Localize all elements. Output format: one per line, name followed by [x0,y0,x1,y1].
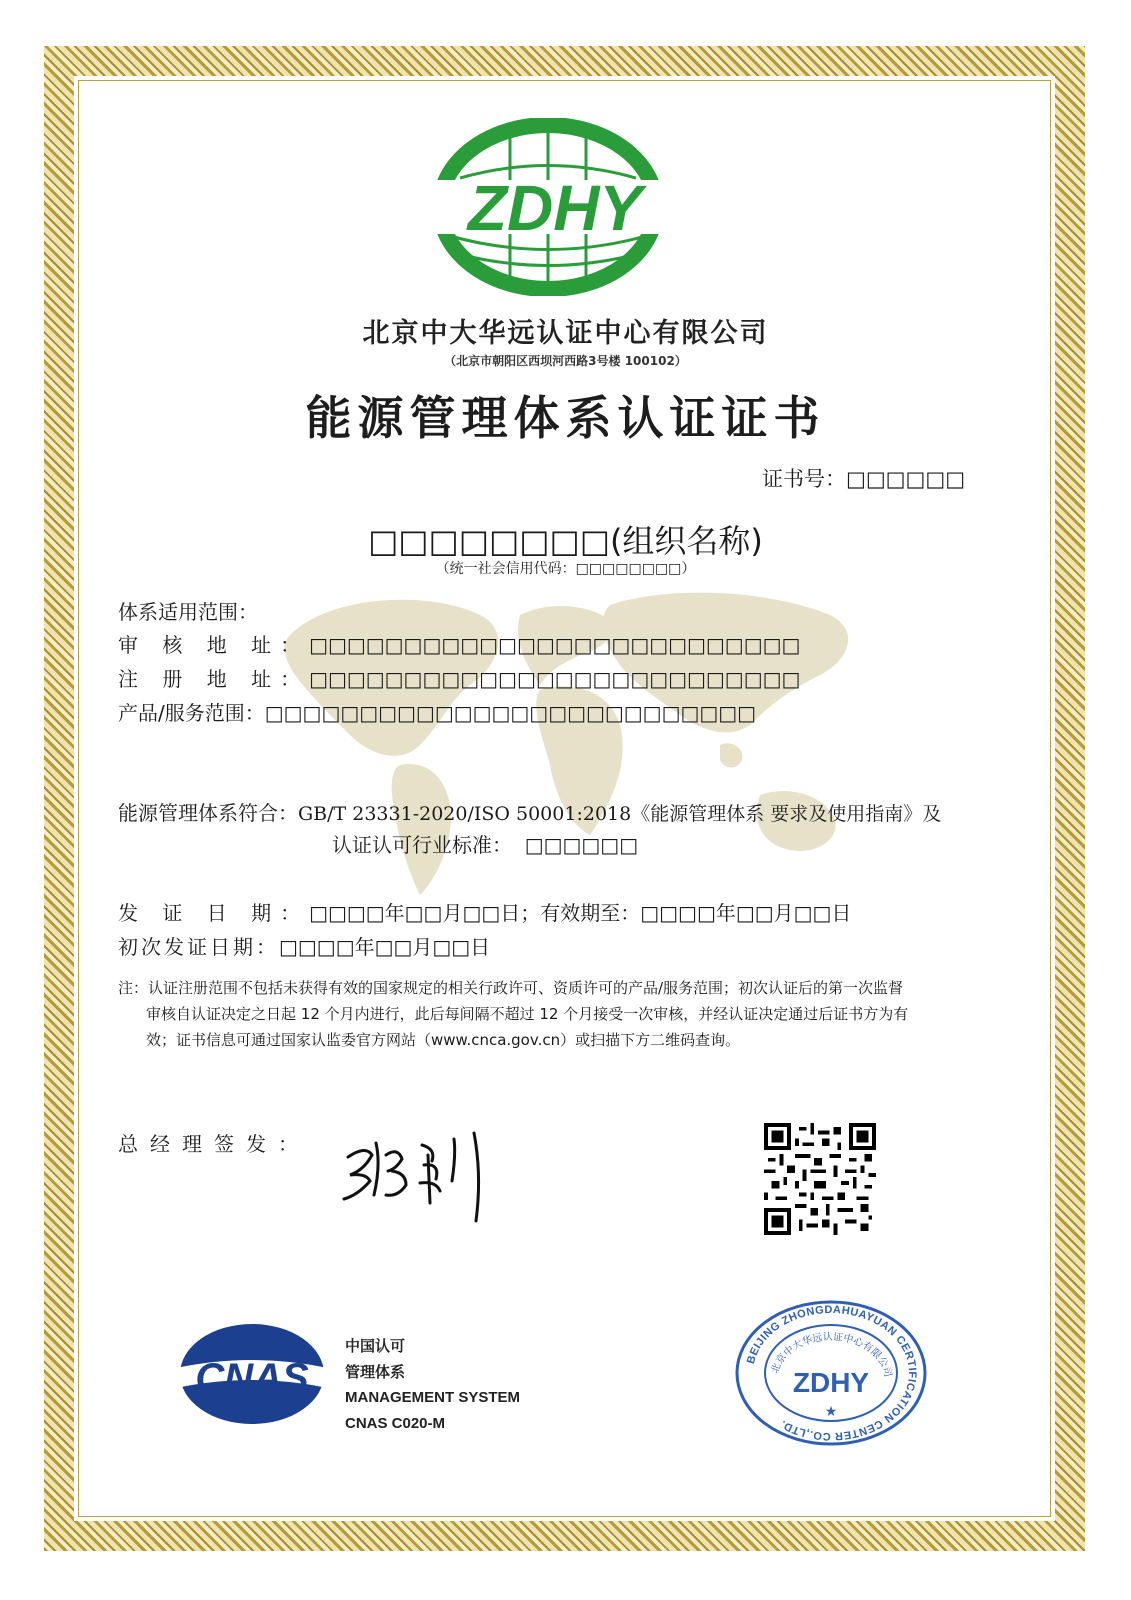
credit-code: （统一社会信用代码：□□□□□□□□） [435,561,696,577]
standard-label: 能源管理体系符合： [118,801,298,825]
product-scope-row [118,697,756,726]
seal-outer-text: BEIJING ZHONGDAHUAYUAN CERTIFICATION CENTER CO.,LTD. [744,1303,919,1443]
certificate-number [762,463,965,493]
initial-date-value: □□□□年□□月□□日 [279,935,491,959]
scope-heading [118,596,258,625]
zdhy-logo [420,118,690,296]
cnas-logo [176,1322,328,1426]
initial-date-row [118,931,490,960]
handwritten-signature [336,1125,496,1225]
note-line-1: 注：认证注册范围不包括未获得有效的国家规定的相关行政许可、资质许可的产品/服务范围；初次认证后的第一次监督 [118,979,904,997]
note-line-3: 效；证书信息可通过国家认监委官方网站（www.cnca.gov.cn）或扫描下方二维码查询。 [146,1031,741,1049]
reg-address-row [118,663,800,692]
initial-date-label: 初次发证日期： [118,935,279,959]
audit-address-label: 审 核 地 址： [118,633,310,657]
cnas-logo-text: CNAS [195,1356,309,1400]
cnas-info [345,1333,520,1437]
product-scope-value: □□□□□□□□□□□□□□□□□□□□□□□□□□ [264,701,757,725]
industry-standard-row [332,829,638,858]
certificate-note [118,975,998,1053]
product-scope-label: 产品/服务范围： [118,701,265,725]
scope-label: 体系适用范围： [118,600,258,624]
audit-address-value: □□□□□□□□□□□□□□□□□□□□□□□□□□ [309,633,801,657]
standard-row [118,797,941,826]
certificate-number-label: 证书号： [762,467,846,491]
cnas-line-2: 管理体系 [345,1363,406,1381]
cnas-line-3: MANAGEMENT SYSTEM [345,1389,521,1406]
cnas-line-1: 中国认可 [345,1337,406,1355]
seal-inner-text: 北京中大华远认证中心有限公司 [769,1331,894,1379]
seal-center-text: ZDHY [792,1367,870,1398]
issue-date-value: □□□□年□□月□□日；有效期至：□□□□年□□月□□日 [309,901,852,925]
standard-value: GB/T 23331-2020/ISO 50001:2018《能源管理体系 要求及使用指南》及 [298,803,942,825]
cnas-line-4: CNAS C020-M [345,1415,446,1432]
reg-address-value: □□□□□□□□□□□□□□□□□□□□□□□□□□ [309,667,801,691]
certificate-number-value: □□□□□□ [846,467,966,491]
note-line-2: 审核自认证决定之日起 12 个月内进行，此后每间隔不超过 12 个月接受一次审核，并经认证决定通过后证书方为有 [146,1005,909,1023]
audit-address-row [118,629,800,658]
industry-standard-value: □□□□□□ [524,833,639,857]
industry-standard-label: 认证认可行业标准： [332,833,512,857]
issue-date-label: 发 证 日 期： [118,901,310,925]
company-name: 北京中大华远认证中心有限公司 [362,318,769,349]
issue-date-row [118,897,851,926]
signature-label: 总经理签发： [118,1132,310,1156]
seal-star-icon: ★ [824,1404,838,1420]
zdhy-logo-text: ZDHY [467,172,643,244]
certificate-title: 能源管理体系认证证书 [305,391,826,445]
qr-code [764,1123,876,1235]
organization-name: □□□□□□□□(组织名称) [368,522,763,560]
company-seal [733,1298,929,1448]
company-address: （北京市朝阳区西坝河西路3号楼 100102） [444,354,687,368]
reg-address-label: 注 册 地 址： [118,667,310,691]
